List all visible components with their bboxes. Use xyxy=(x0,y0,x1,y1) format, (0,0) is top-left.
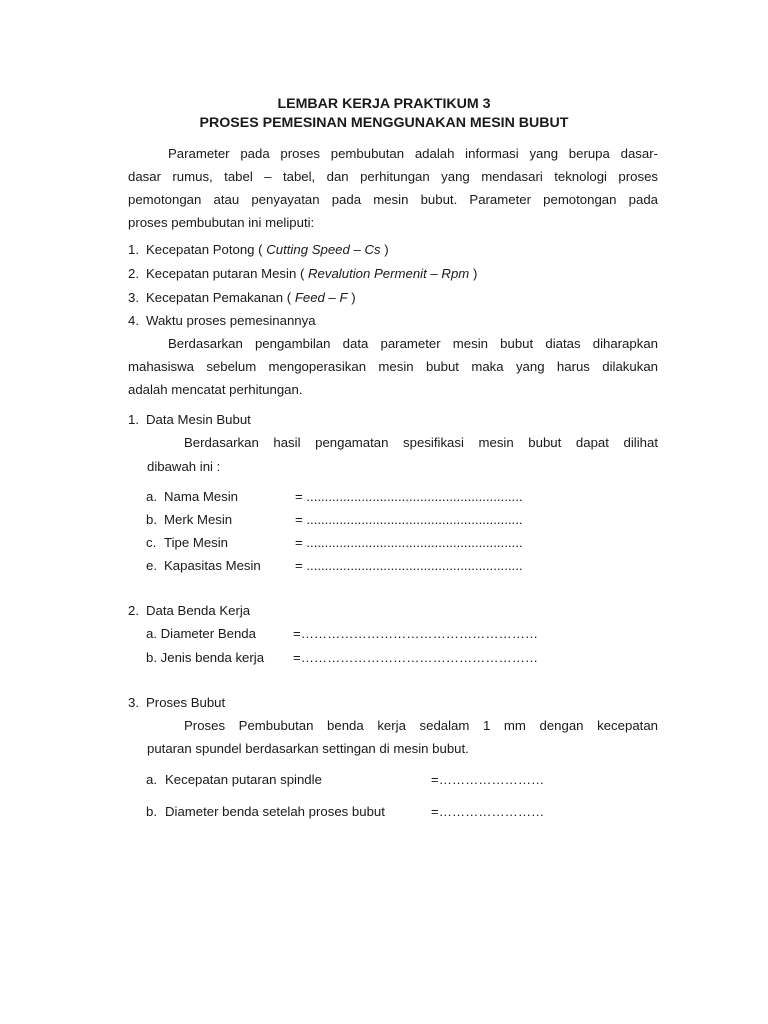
field-label-nama-mesin: Nama Mesin xyxy=(164,489,239,504)
section1-desc-line-1: Berdasarkan hasil pengamatan spesifikasi mesin bubut dapat dilihat xyxy=(184,435,658,450)
section1-desc-line-2: dibawah ini : xyxy=(147,459,221,474)
section3-desc-line-1: Proses Pembubutan benda kerja sedalam 1 mm dengan kecepatan xyxy=(184,718,658,733)
field-label-kecepatan-spindle: Kecepatan putaran spindle xyxy=(165,772,322,787)
field-label-tipe-mesin: Tipe Mesin xyxy=(164,535,229,550)
field-letter: c. xyxy=(146,535,157,550)
param-number: 1. xyxy=(128,242,139,257)
field-blank-diameter-setelah-bubut: =…………………… xyxy=(431,804,545,819)
field-blank-kecepatan-spindle: =…………………… xyxy=(431,772,545,787)
param-number: 4. xyxy=(128,313,139,328)
field-label-merk-mesin: Merk Mesin xyxy=(164,512,233,527)
field-label-kapasitas-mesin: Kapasitas Mesin xyxy=(164,558,261,573)
section3-number: 3. xyxy=(128,695,139,710)
field-blank-tipe-mesin: = ........................................................... xyxy=(295,535,523,550)
field-letter: a. xyxy=(146,772,157,787)
section2-heading: Data Benda Kerja xyxy=(146,603,251,618)
intro-line-1: Parameter pada proses pembubutan adalah informasi yang berupa dasar- xyxy=(168,146,658,161)
intro-line-3: pemotongan atau penyayatan pada mesin bubut. Parameter pemotongan pada xyxy=(128,192,658,207)
param-item: Kecepatan Potong ( Cutting Speed – Cs ) xyxy=(146,242,389,257)
section2-number: 2. xyxy=(128,603,139,618)
field-blank-kapasitas-mesin: = ........................................................... xyxy=(295,558,523,573)
param-number: 2. xyxy=(128,266,139,281)
section1-number: 1. xyxy=(128,412,139,427)
field-blank-diameter-benda: =……………………………………………… xyxy=(293,626,539,641)
field-letter: b. xyxy=(146,804,157,819)
section3-desc-line-2: putaran spundel berdasarkan settingan di mesin bubut. xyxy=(147,741,469,756)
title-line-1: LEMBAR KERJA PRAKTIKUM 3 xyxy=(277,96,491,112)
field-blank-jenis-benda: =……………………………………………… xyxy=(293,650,539,665)
field-blank-nama-mesin: = ........................................................... xyxy=(295,489,523,504)
param-item: Kecepatan Pemakanan ( Feed – F ) xyxy=(146,290,356,305)
section3-heading: Proses Bubut xyxy=(146,695,226,710)
field-blank-merk-mesin: = ........................................................... xyxy=(295,512,523,527)
title-line-2: PROSES PEMESINAN MENGGUNAKAN MESIN BUBUT xyxy=(199,115,569,131)
param-number: 3. xyxy=(128,290,139,305)
param-item: Waktu proses pemesinannya xyxy=(146,313,316,328)
para2-line-3: adalah mencatat perhitungan. xyxy=(128,382,303,397)
intro-line-4: proses pembubutan ini meliputi: xyxy=(128,215,315,230)
para2-line-2: mahasiswa sebelum mengoperasikan mesin bubut maka yang harus dilakukan xyxy=(128,359,658,374)
field-letter: a. xyxy=(146,489,157,504)
field-label-diameter-setelah-bubut: Diameter benda setelah proses bubut xyxy=(165,804,385,819)
intro-line-2: dasar rumus, tabel – tabel, dan perhitungan yang mendasari teknologi proses xyxy=(128,169,658,184)
field-label-jenis-benda: b. Jenis benda kerja xyxy=(146,650,265,665)
para2-line-1: Berdasarkan pengambilan data parameter mesin bubut diatas diharapkan xyxy=(168,336,658,351)
section1-heading: Data Mesin Bubut xyxy=(146,412,251,427)
field-label-diameter-benda: a. Diameter Benda xyxy=(146,626,256,641)
param-item: Kecepatan putaran Mesin ( Revalution Permenit – Rpm ) xyxy=(146,266,478,281)
field-letter: e. xyxy=(146,558,157,573)
field-letter: b. xyxy=(146,512,157,527)
